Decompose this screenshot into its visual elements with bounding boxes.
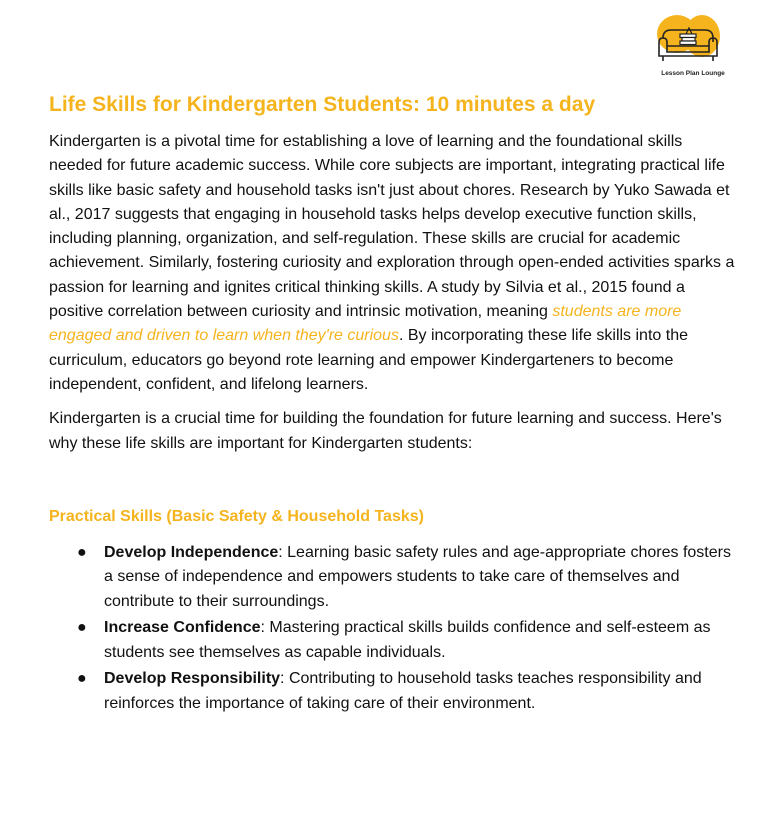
highlighted-quote: students are more engaged and driven to learn when they're curious [49,303,682,345]
second-paragraph: Kindergarten is a crucial time for building the foundation for future learning and success. Here's why these life skills are important for Kindergarten students: [49,410,722,452]
couch-with-books-icon [653,12,723,68]
list-item-term: Develop Independence [104,543,279,561]
list-item-text: : Learning basic safety rules and age-appropriate chores fosters a sense of independence and empowers students to take care of themselves and contribute to their surroundings. [104,543,731,610]
section-heading: Practical Skills (Basic Safety & Household Tasks) [49,507,424,525]
intro-text-start: Kindergarten is a pivotal time for establishing a love of learning and the foundational skills needed for future academic success. While core subjects are important, integrating practical life skills like basic safety and household tasks isn't just about chores. Research by Yuko Sawada et al., 2017 suggests that engaging in household tasks helps develop executive function skills, including planning, organization, and self-regulation. These skills are crucial for academic achievement. Similarly, fostering curiosity and exploration through open-ended activities sparks a passion for learning and ignites critical thinking skills. A study by Silvia et al., 2015 found a positive correlation between curiosity and intrinsic motivation, meaning [49,133,735,321]
list-item [77,667,739,716]
intro-paragraph [49,130,739,397]
skills-list [49,541,739,717]
document-page [49,92,739,718]
bullet-icon: ● [77,670,87,688]
intro-text-end: . By incorporating these life skills into the curriculum, educators go beyond rote learning and empower Kindergarteners to become independent, confident, and lifelong learners. [49,327,688,393]
page-title: Life Skills for Kindergarten Students: 10 minutes a day [49,93,596,116]
brand-name: Lesson Plan Lounge [661,70,725,77]
list-item-term: Increase Confidence [104,619,261,637]
list-item [77,616,739,665]
bullet-icon: ● [77,543,87,561]
brand-logo [645,12,741,86]
list-item [77,541,739,615]
bullet-icon: ● [77,619,87,637]
list-item-text: : Mastering practical skills builds confidence and self-esteem as students see themselves as capable individuals. [104,619,711,661]
list-item-term: Develop Responsibility [104,670,281,688]
list-item-text: : Contributing to household tasks teaches responsibility and reinforces the importance of taking care of their environment. [104,670,702,712]
